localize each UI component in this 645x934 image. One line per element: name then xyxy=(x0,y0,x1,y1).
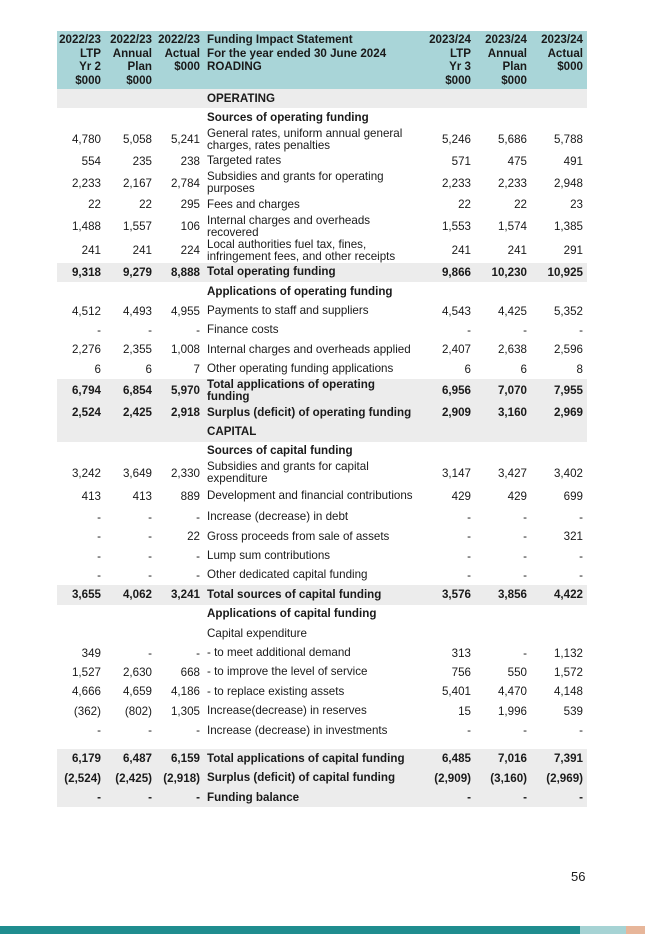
row-label: Payments to staff and suppliers xyxy=(207,304,369,318)
value-cell xyxy=(531,422,587,441)
value-cell xyxy=(420,108,475,127)
value-cell: 491 xyxy=(563,154,583,168)
value-cell: 2,596 xyxy=(553,343,583,357)
value-cell: 4,148 xyxy=(553,685,583,699)
value-cell xyxy=(156,108,204,127)
value-cell xyxy=(475,108,531,127)
value-cell: 3,649 xyxy=(122,466,152,480)
value-cell: 7,016 xyxy=(475,749,531,768)
table-row-local-authorities-fuel-tax-fines-infringement-fees-and-other-receipts xyxy=(57,239,587,263)
value-cell: - xyxy=(523,323,527,337)
value-cell xyxy=(57,624,105,643)
value-cell xyxy=(531,89,587,108)
value-cell xyxy=(156,282,204,301)
table-row-subsidies-and-grants-for-operating-purposes xyxy=(57,171,587,195)
value-cell: - xyxy=(579,724,583,738)
value-cell xyxy=(531,282,587,301)
value-cell: 6 xyxy=(464,362,471,376)
value-cell: 1,574 xyxy=(497,220,527,234)
value-cell: 3,147 xyxy=(441,466,471,480)
value-cell: 4,666 xyxy=(71,685,101,699)
value-cell: - xyxy=(523,549,527,563)
value-cell: - xyxy=(196,568,200,582)
value-cell: 1,996 xyxy=(497,704,527,718)
row-label: CAPITAL xyxy=(204,422,420,441)
value-cell: 5,686 xyxy=(497,133,527,147)
table-row-to-improve-the-level-of-service xyxy=(57,663,587,682)
row-label: Finance costs xyxy=(207,323,279,337)
value-cell xyxy=(420,442,475,461)
value-cell: (802) xyxy=(124,704,152,718)
value-cell: 4,425 xyxy=(497,304,527,318)
total-row-total-operating-funding xyxy=(57,263,587,282)
value-cell xyxy=(105,422,156,441)
value-cell: 6 xyxy=(145,362,152,376)
value-cell: - xyxy=(467,724,471,738)
value-cell: 2,355 xyxy=(122,343,152,357)
value-cell: - xyxy=(148,323,152,337)
value-cell xyxy=(420,89,475,108)
value-cell: 10,230 xyxy=(475,263,531,282)
table-row-finance-costs xyxy=(57,321,587,340)
row-label: Increase(decrease) in reserves xyxy=(207,704,367,718)
value-cell: 2,524 xyxy=(57,403,105,422)
total-row-total-applications-of-operating-funding xyxy=(57,379,587,403)
value-cell: - xyxy=(105,788,156,807)
table-row-subsidies-and-grants-for-capital-expenditure xyxy=(57,461,587,485)
table-row-other-dedicated-capital-funding xyxy=(57,566,587,585)
value-cell: 4,780 xyxy=(71,133,101,147)
value-cell: 235 xyxy=(132,154,152,168)
table-row-general-rates-uniform-annual-general-charges-rates-penalties xyxy=(57,128,587,152)
value-cell xyxy=(420,282,475,301)
value-cell xyxy=(105,282,156,301)
value-cell: 7,391 xyxy=(531,749,587,768)
value-cell: - xyxy=(523,568,527,582)
value-cell xyxy=(105,605,156,624)
total-row-funding-balance xyxy=(57,788,587,807)
value-cell: 4,543 xyxy=(441,304,471,318)
value-cell: 241 xyxy=(507,244,527,258)
value-cell: 1,385 xyxy=(553,220,583,234)
value-cell xyxy=(475,89,531,108)
table-row-increase-decrease-in-reserves xyxy=(57,701,587,720)
value-cell: 2,969 xyxy=(531,403,587,422)
footer-color-bar xyxy=(0,926,645,934)
table-row-payments-to-staff-and-suppliers xyxy=(57,301,587,320)
statement-title: Funding Impact Statement For the year ended 30 June 2024 ROADING xyxy=(204,31,420,89)
row-label: Applications of capital funding xyxy=(207,607,377,621)
value-cell: 2,233 xyxy=(441,176,471,190)
spacer-row xyxy=(57,740,587,749)
table-body xyxy=(57,89,587,807)
row-label: Total applications of capital funding xyxy=(204,749,420,768)
row-label: Other operating funding applications xyxy=(207,362,394,376)
value-cell: - xyxy=(148,549,152,563)
value-cell: - xyxy=(531,788,587,807)
value-cell: (3,160) xyxy=(475,769,531,788)
table-row-development-and-financial-contributions xyxy=(57,485,587,508)
row-label: Increase (decrease) in investments xyxy=(207,723,388,737)
value-cell: 321 xyxy=(563,530,583,544)
value-cell: 5,241 xyxy=(170,133,200,147)
row-label: Surplus (deficit) of capital funding xyxy=(204,769,420,788)
row-label: General rates, uniform annual general charges, rates penalties xyxy=(207,126,403,152)
row-label: Local authorities fuel tax, fines, infringement fees, and other receipts xyxy=(207,237,396,263)
value-cell: - xyxy=(579,549,583,563)
footer-bar-main xyxy=(0,926,580,934)
value-cell: 2,425 xyxy=(105,403,156,422)
value-cell: 429 xyxy=(451,489,471,503)
value-cell: - xyxy=(196,724,200,738)
value-cell: - xyxy=(97,724,101,738)
table-row-to-replace-existing-assets xyxy=(57,682,587,701)
value-cell: - xyxy=(97,323,101,337)
value-cell: 7,070 xyxy=(475,379,531,403)
value-cell: 1,132 xyxy=(553,646,583,660)
value-cell: 22 xyxy=(139,198,152,212)
value-cell: 539 xyxy=(563,704,583,718)
value-cell: 238 xyxy=(180,154,200,168)
value-cell: 4,659 xyxy=(122,685,152,699)
value-cell: 2,918 xyxy=(156,403,204,422)
value-cell: - xyxy=(196,510,200,524)
value-cell xyxy=(105,624,156,643)
value-cell xyxy=(531,108,587,127)
value-cell: 1,527 xyxy=(71,665,101,679)
value-cell: 224 xyxy=(180,244,200,258)
value-cell xyxy=(57,442,105,461)
value-cell: 8,888 xyxy=(156,263,204,282)
value-cell: 295 xyxy=(180,198,200,212)
value-cell: - xyxy=(579,568,583,582)
row-label: - to replace existing assets xyxy=(207,684,345,698)
value-cell: 241 xyxy=(451,244,471,258)
header-2023-annual-plan: 2023/24 Annual Plan $000 xyxy=(475,31,531,89)
value-cell xyxy=(105,442,156,461)
value-cell: 5,401 xyxy=(441,685,471,699)
total-row-total-applications-of-capital-funding xyxy=(57,749,587,768)
value-cell: - xyxy=(420,788,475,807)
row-label: Other dedicated capital funding xyxy=(207,568,368,582)
row-label: - to meet additional demand xyxy=(207,646,351,659)
table-row-increase-decrease-in-investments xyxy=(57,721,587,740)
value-cell xyxy=(475,282,531,301)
row-label: Development and financial contributions xyxy=(207,489,413,503)
row-label: Total applications of operating funding xyxy=(204,379,420,403)
value-cell xyxy=(156,422,204,441)
value-cell: 2,276 xyxy=(71,343,101,357)
value-cell: 22 xyxy=(458,198,471,212)
value-cell: 429 xyxy=(507,489,527,503)
value-cell: 1,557 xyxy=(122,220,152,234)
table-row-internal-charges-and-overheads-recovered xyxy=(57,215,587,239)
value-cell: 9,866 xyxy=(420,263,475,282)
value-cell: - xyxy=(475,788,531,807)
value-cell: 475 xyxy=(507,154,527,168)
value-cell: 4,422 xyxy=(531,585,587,604)
value-cell xyxy=(57,605,105,624)
row-label: Internal charges and overheads applied xyxy=(207,342,411,356)
value-cell xyxy=(475,442,531,461)
row-label: Total sources of capital funding xyxy=(204,585,420,604)
row-label: Lump sum contributions xyxy=(207,549,331,563)
subheading-row-sources-of-capital-funding xyxy=(57,442,587,461)
value-cell: 413 xyxy=(132,489,152,503)
value-cell xyxy=(420,605,475,624)
row-label: Increase (decrease) in debt xyxy=(207,510,349,524)
subheading-row-sources-of-operating-funding xyxy=(57,108,587,127)
value-cell: - xyxy=(148,530,152,544)
value-cell: - xyxy=(523,646,527,660)
value-cell: 22 xyxy=(514,198,527,212)
value-cell: 291 xyxy=(563,244,583,258)
value-cell: 3,160 xyxy=(475,403,531,422)
value-cell: 22 xyxy=(187,530,200,544)
value-cell: (2,425) xyxy=(105,769,156,788)
value-cell xyxy=(156,605,204,624)
footer-bar-light xyxy=(580,926,626,934)
value-cell: 6,956 xyxy=(420,379,475,403)
value-cell: 3,856 xyxy=(475,585,531,604)
value-cell: - xyxy=(196,646,200,660)
page-number: 56 xyxy=(571,869,586,884)
row-label: Fees and charges xyxy=(207,197,300,211)
row-label: Total operating funding xyxy=(204,263,420,282)
value-cell xyxy=(531,624,587,643)
value-cell xyxy=(57,108,105,127)
value-cell: 4,470 xyxy=(497,685,527,699)
value-cell: 756 xyxy=(451,665,471,679)
value-cell: - xyxy=(156,788,204,807)
table-row-capital-expenditure xyxy=(57,624,587,643)
value-cell: 7,955 xyxy=(531,379,587,403)
value-cell: 9,318 xyxy=(57,263,105,282)
value-cell: - xyxy=(148,724,152,738)
total-row-total-sources-of-capital-funding xyxy=(57,585,587,604)
value-cell: 554 xyxy=(81,154,101,168)
value-cell: - xyxy=(97,530,101,544)
row-label: Sources of operating funding xyxy=(207,111,369,125)
value-cell: 2,784 xyxy=(170,176,200,190)
value-cell: (362) xyxy=(73,704,101,718)
header-2022-ltp: 2022/23 LTP Yr 2 $000 xyxy=(57,31,105,89)
value-cell: (2,969) xyxy=(531,769,587,788)
value-cell: 413 xyxy=(81,489,101,503)
value-cell: 2,948 xyxy=(553,176,583,190)
value-cell: 2,167 xyxy=(122,176,152,190)
value-cell: 4,186 xyxy=(170,685,200,699)
row-label: Gross proceeds from sale of assets xyxy=(207,529,390,543)
value-cell xyxy=(57,422,105,441)
value-cell: 2,638 xyxy=(497,343,527,357)
total-row-surplus-deficit-of-operating-funding xyxy=(57,403,587,422)
value-cell xyxy=(57,89,105,108)
value-cell: 6 xyxy=(520,362,527,376)
value-cell: 313 xyxy=(451,646,471,660)
value-cell xyxy=(531,442,587,461)
value-cell: 6 xyxy=(94,362,101,376)
value-cell: 106 xyxy=(180,220,200,234)
value-cell: 241 xyxy=(81,244,101,258)
table-row-to-meet-additional-demand xyxy=(57,643,587,662)
footer-bar-accent xyxy=(626,926,645,934)
table-row-targeted-rates xyxy=(57,152,587,171)
value-cell xyxy=(475,422,531,441)
value-cell: 6,854 xyxy=(105,379,156,403)
value-cell: 2,630 xyxy=(122,665,152,679)
value-cell: 7 xyxy=(193,362,200,376)
section-row-capital xyxy=(57,422,587,441)
row-label: Funding balance xyxy=(204,788,420,807)
value-cell: - xyxy=(196,549,200,563)
value-cell: 5,352 xyxy=(553,304,583,318)
section-row-operating xyxy=(57,89,587,108)
value-cell: 23 xyxy=(570,198,583,212)
row-label: Capital expenditure xyxy=(207,626,307,640)
value-cell: 5,058 xyxy=(122,133,152,147)
value-cell: 8 xyxy=(576,362,583,376)
value-cell: 699 xyxy=(563,489,583,503)
header-2022-actual: 2022/23 Actual $000 xyxy=(156,31,204,89)
header-2023-actual: 2023/24 Actual $000 xyxy=(531,31,587,89)
value-cell: 6,487 xyxy=(105,749,156,768)
value-cell: (2,524) xyxy=(57,769,105,788)
row-label: Sources of capital funding xyxy=(207,444,353,458)
value-cell: - xyxy=(148,510,152,524)
row-label: Applications of operating funding xyxy=(207,284,393,298)
value-cell: - xyxy=(467,568,471,582)
subheading-row-applications-of-capital-funding xyxy=(57,605,587,624)
value-cell: 2,233 xyxy=(71,176,101,190)
value-cell: 4,062 xyxy=(105,585,156,604)
value-cell: 5,246 xyxy=(441,133,471,147)
value-cell: 1,305 xyxy=(170,704,200,718)
value-cell: 1,572 xyxy=(553,665,583,679)
row-label: - to improve the level of service xyxy=(207,665,368,679)
value-cell: 4,955 xyxy=(170,304,200,318)
value-cell: - xyxy=(467,549,471,563)
value-cell: 9,279 xyxy=(105,263,156,282)
row-label: Internal charges and overheads recovered xyxy=(207,213,371,239)
value-cell: - xyxy=(467,530,471,544)
value-cell: 10,925 xyxy=(531,263,587,282)
value-cell: 4,493 xyxy=(122,304,152,318)
value-cell: - xyxy=(579,323,583,337)
value-cell: 3,655 xyxy=(57,585,105,604)
value-cell: 571 xyxy=(451,154,471,168)
table-row-fees-and-charges xyxy=(57,195,587,214)
table-header-row xyxy=(57,31,587,89)
subheading-row-applications-of-operating-funding xyxy=(57,282,587,301)
value-cell: - xyxy=(523,510,527,524)
value-cell: - xyxy=(97,549,101,563)
value-cell: - xyxy=(467,510,471,524)
value-cell: 22 xyxy=(88,198,101,212)
value-cell: - xyxy=(148,646,152,660)
value-cell: - xyxy=(523,530,527,544)
table-row-increase-decrease-in-debt xyxy=(57,508,587,527)
value-cell: 1,008 xyxy=(170,343,200,357)
value-cell: 2,407 xyxy=(441,343,471,357)
header-2022-annual-plan: 2022/23 Annual Plan $000 xyxy=(105,31,156,89)
value-cell xyxy=(156,624,204,643)
value-cell: 6,485 xyxy=(420,749,475,768)
table-row-lump-sum-contributions xyxy=(57,546,587,565)
value-cell: 889 xyxy=(180,489,200,503)
value-cell: 2,233 xyxy=(497,176,527,190)
value-cell: - xyxy=(196,323,200,337)
value-cell: - xyxy=(148,568,152,582)
value-cell: 241 xyxy=(132,244,152,258)
table-row-internal-charges-and-overheads-applied xyxy=(57,340,587,359)
value-cell: 2,330 xyxy=(170,466,200,480)
value-cell: 4,512 xyxy=(71,304,101,318)
row-label: Subsidies and grants for operating purposes xyxy=(207,170,384,196)
value-cell: 6,794 xyxy=(57,379,105,403)
value-cell: - xyxy=(97,568,101,582)
value-cell xyxy=(57,282,105,301)
value-cell: (2,918) xyxy=(156,769,204,788)
value-cell: 3,427 xyxy=(497,466,527,480)
value-cell: 3,402 xyxy=(553,466,583,480)
value-cell: 2,909 xyxy=(420,403,475,422)
value-cell xyxy=(105,108,156,127)
header-2023-ltp: 2023/24 LTP Yr 3 $000 xyxy=(420,31,475,89)
value-cell xyxy=(105,89,156,108)
value-cell: (2,909) xyxy=(420,769,475,788)
value-cell: - xyxy=(467,323,471,337)
value-cell: 3,241 xyxy=(156,585,204,604)
value-cell: 3,576 xyxy=(420,585,475,604)
value-cell: 6,159 xyxy=(156,749,204,768)
funding-impact-statement-table xyxy=(57,31,587,807)
row-label: Targeted rates xyxy=(207,154,282,168)
value-cell: 349 xyxy=(81,646,101,660)
row-label: Surplus (deficit) of operating funding xyxy=(204,403,420,422)
value-cell xyxy=(475,624,531,643)
value-cell xyxy=(531,605,587,624)
value-cell: 5,788 xyxy=(553,133,583,147)
value-cell xyxy=(156,89,204,108)
value-cell: - xyxy=(523,724,527,738)
value-cell xyxy=(475,605,531,624)
value-cell: - xyxy=(57,788,105,807)
value-cell: 668 xyxy=(180,665,200,679)
total-row-surplus-deficit-of-capital-funding xyxy=(57,769,587,788)
value-cell: 550 xyxy=(507,665,527,679)
value-cell: 15 xyxy=(458,704,471,718)
value-cell xyxy=(420,422,475,441)
spacer-cell xyxy=(57,740,587,749)
value-cell: - xyxy=(97,510,101,524)
value-cell xyxy=(156,442,204,461)
value-cell: 1,553 xyxy=(441,220,471,234)
value-cell: 6,179 xyxy=(57,749,105,768)
value-cell: - xyxy=(579,510,583,524)
value-cell: 5,970 xyxy=(156,379,204,403)
table-row-gross-proceeds-from-sale-of-assets xyxy=(57,527,587,546)
value-cell: 3,242 xyxy=(71,466,101,480)
value-cell: 1,488 xyxy=(71,220,101,234)
table-row-other-operating-funding-applications xyxy=(57,360,587,379)
row-label: OPERATING xyxy=(204,89,420,108)
row-label: Subsidies and grants for capital expenditure xyxy=(207,460,369,486)
value-cell xyxy=(420,624,475,643)
